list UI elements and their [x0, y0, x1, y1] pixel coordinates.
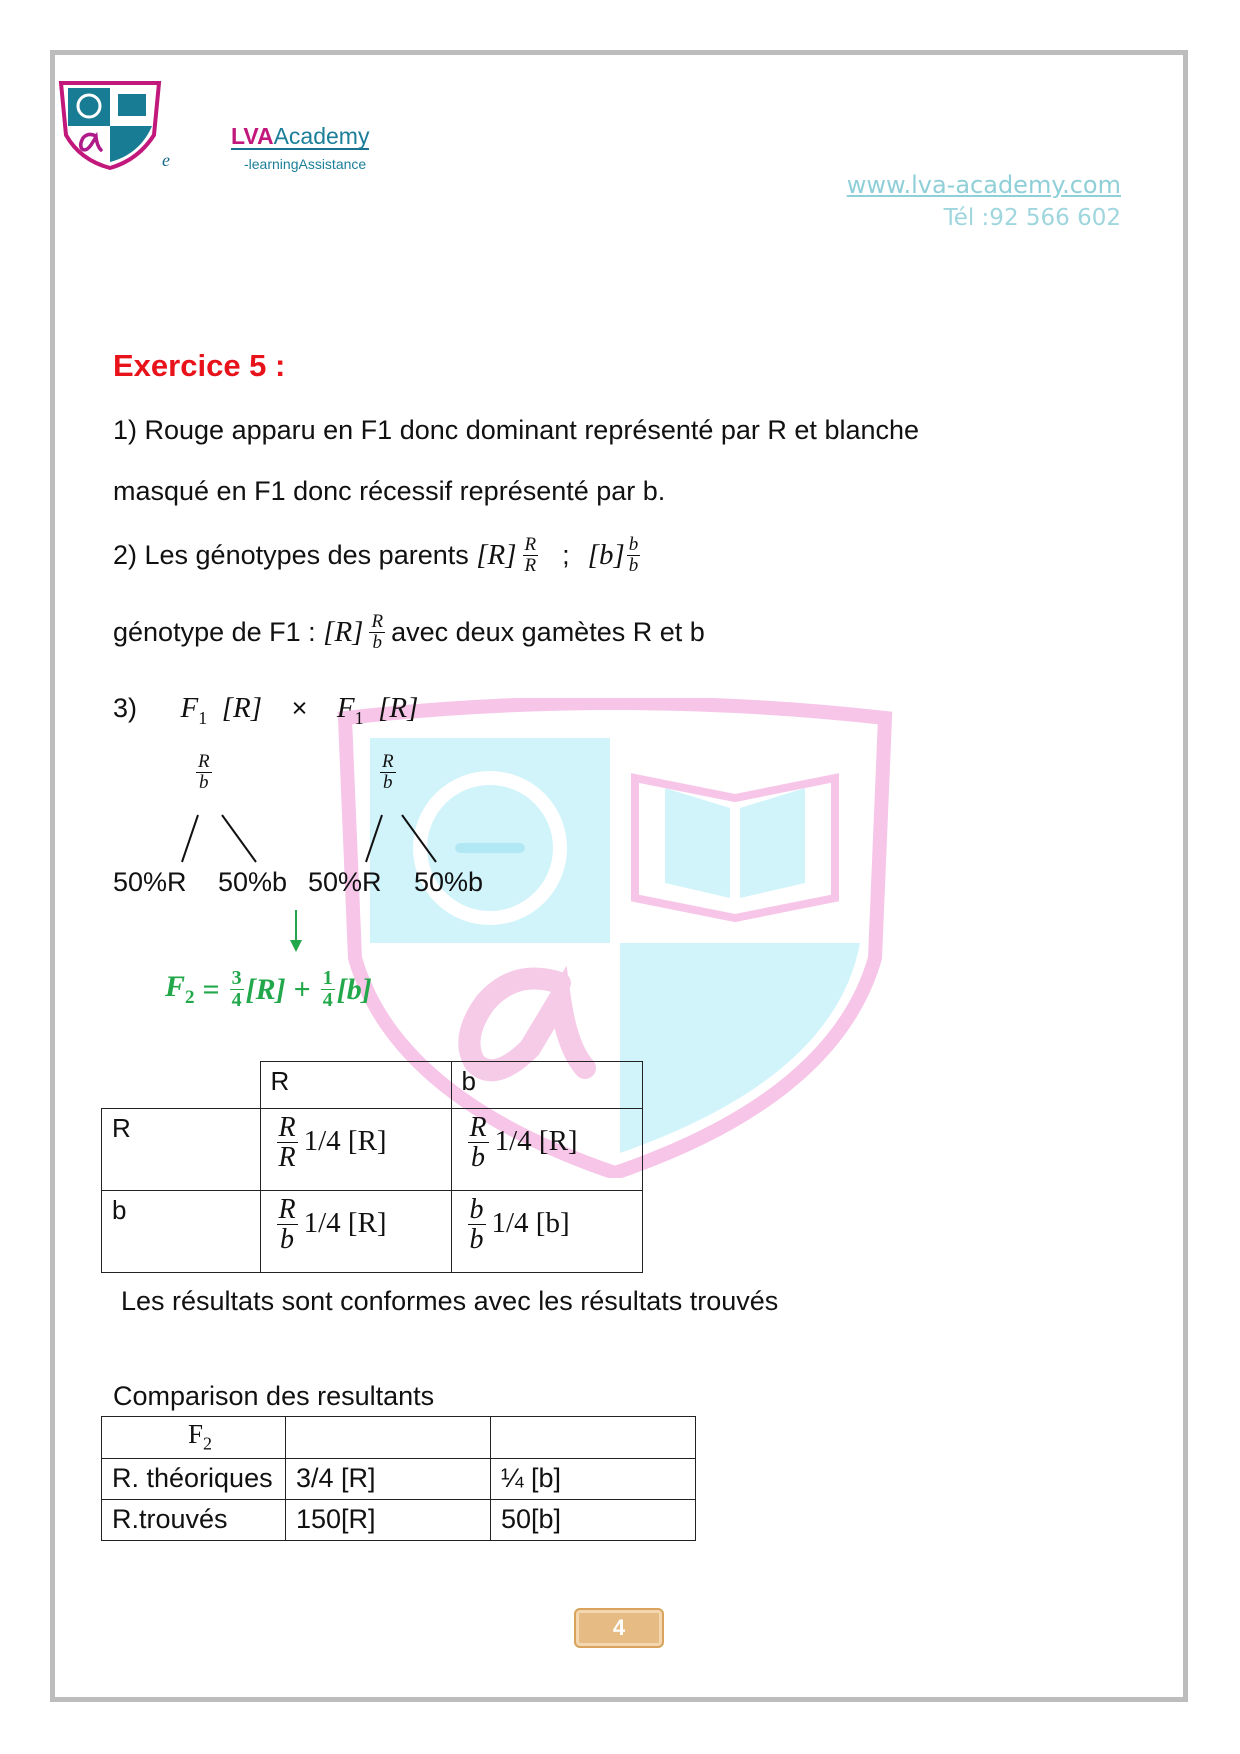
answer-3-label: 3) [113, 693, 138, 723]
row-header: R [102, 1109, 261, 1191]
row-label: R.trouvés [102, 1500, 286, 1541]
cell: $\frac{R}{b}$ 1/4 [R] [260, 1191, 451, 1273]
row-label: R. théoriques [102, 1459, 286, 1500]
punnett-square-table [101, 1061, 643, 1273]
tree-genotype-left: $\frac{R}{b}$ [198, 751, 210, 793]
fraction-one-quarter: $\frac{1}{4}$ [322, 967, 333, 1011]
parent2-phenotype: [b] [587, 538, 625, 571]
cross-symbol: × [291, 693, 308, 723]
table-row [102, 1191, 643, 1273]
table-header-row [102, 1417, 696, 1459]
f2-header: $F_2$ [102, 1417, 286, 1459]
cell: $\frac{R}{R}$ 1/4 [R] [260, 1109, 451, 1191]
col-header-b: b [451, 1062, 642, 1109]
brand-tagline: -learningAssistance [244, 156, 367, 172]
answer-1-line-1: 1) Rouge apparu en F1 donc dominant représenté par R et blanche [113, 415, 920, 445]
comparison-title: Comparison des resultants [113, 1381, 435, 1411]
cell: ¼ [b] [491, 1459, 696, 1500]
phone-number: Tél :92 566 602 [943, 205, 1121, 231]
separator: ; [562, 539, 570, 570]
brand-lva: LVA [231, 123, 274, 149]
table-row [102, 1500, 696, 1541]
logo-e-letter: e [162, 150, 170, 170]
parent-right: $F_1$ [R] [336, 692, 419, 728]
parent-left: $F_1$ [R] [180, 692, 263, 728]
gamete-2: 50%b [218, 867, 288, 897]
f1-phenotype: [R] [323, 615, 364, 648]
gamete-4: 50%b [414, 867, 484, 897]
brand-academy: Academy [273, 123, 370, 149]
answer-1-line-2: masqué en F1 donc récessif représenté par b. [113, 476, 666, 506]
cell: 50[b] [491, 1500, 696, 1541]
f1-label: génotype de F1 : [113, 616, 316, 647]
parent1-phenotype: [R] [476, 538, 517, 571]
f2-formula: $F_2$ = $\frac{3}{4}$ [R] + $\frac{1}{4}$ [b] [165, 967, 372, 1011]
denominator: b [628, 554, 639, 576]
numerator: R [371, 611, 384, 632]
gamete-1: 50%R [113, 867, 187, 897]
gamete-3: 50%R [308, 867, 382, 897]
denominator: R [524, 554, 537, 576]
denominator: b [372, 631, 383, 653]
parents-label: 2) Les génotypes des parents [113, 539, 469, 570]
cell: 150[R] [286, 1500, 491, 1541]
fraction-three-quarters: $\frac{3}{4}$ [231, 967, 242, 1011]
down-arrow-icon [290, 910, 302, 952]
website-link[interactable]: www.lva-academy.com [846, 171, 1121, 199]
table-row [102, 1109, 643, 1191]
row-header: b [102, 1191, 261, 1273]
exercise-title: Exercice 5 : [113, 348, 286, 383]
comparison-table [101, 1416, 696, 1541]
table-header-row [102, 1062, 643, 1109]
table-row [102, 1459, 696, 1500]
tree-genotype-right: $\frac{R}{b}$ [382, 751, 394, 793]
page-number: 4 [574, 1608, 664, 1648]
cell: 3/4 [R] [286, 1459, 491, 1500]
cell: $\frac{R}{b}$ 1/4 [R] [451, 1109, 642, 1191]
cell: $\frac{b}{b}$ 1/4 [b] [451, 1191, 642, 1273]
col-header-r: R [260, 1062, 451, 1109]
numerator: R [524, 534, 537, 555]
numerator: b [628, 534, 639, 555]
f1-gametes-text: avec deux gamètes R et b [391, 616, 705, 647]
conclusion-text: Les résultats sont conformes avec les résultats trouvés [121, 1286, 779, 1316]
